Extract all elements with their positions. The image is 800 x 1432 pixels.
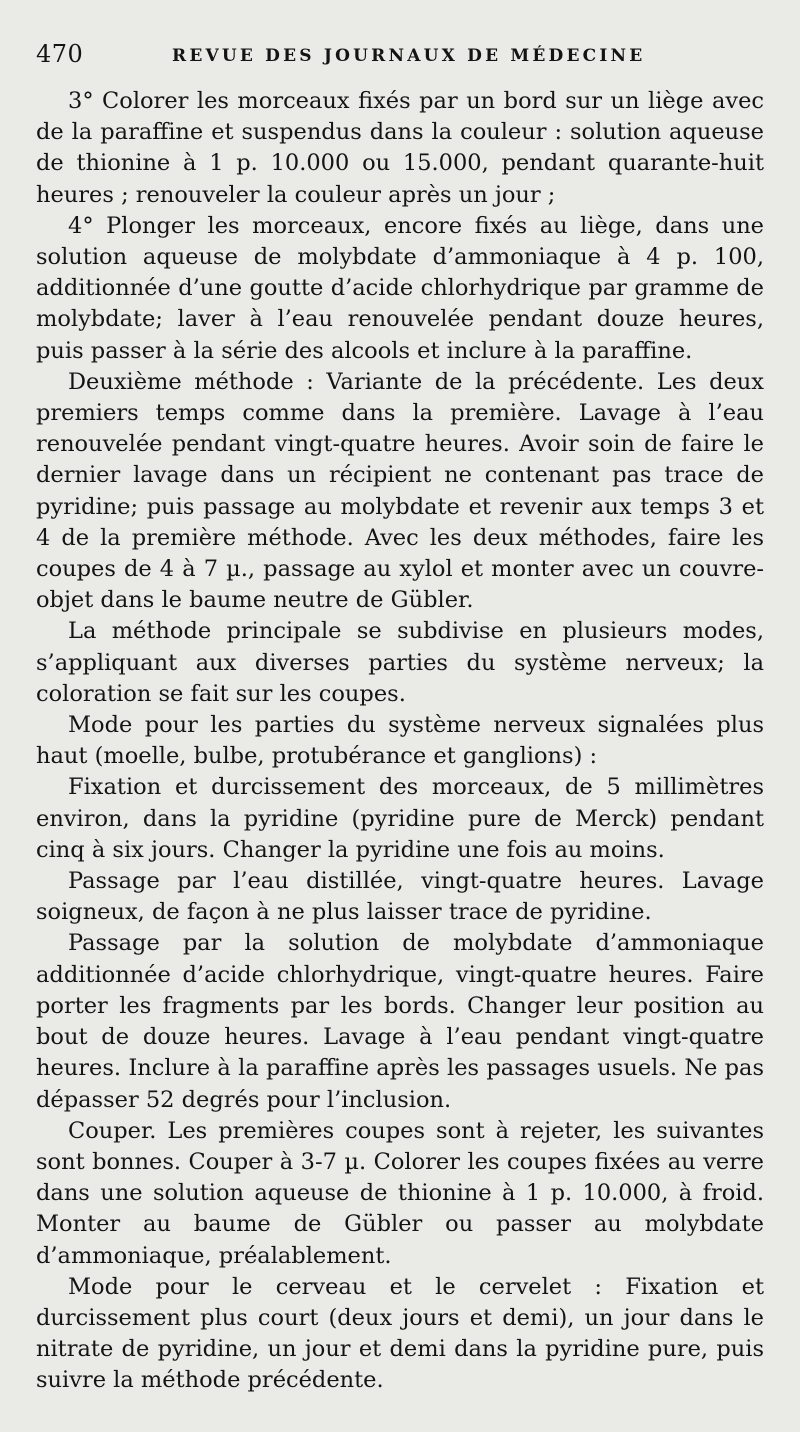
page-number: 470 [36, 40, 84, 68]
paragraph: Mode pour le cerveau et le cervelet : Fixation et durcissement plus court (deux jours et demi), un jour dans le nitrate de pyridine, un jour et demi dans la pyridine pure, puis suivre la méthode précédente. [36, 1273, 764, 1394]
paragraph: Passage par la solution de molybdate d’ammoniaque additionnée d’acide chlorhydrique, vingt-quatre heures. Faire porter les fragments par les bords. Changer leur position au bout de douze heures. Lavage à l’eau pendant vingt-quatre heures. Inclure à la paraffine après les passages usuels. Ne pas dépasser 52 degrés pour l’inclusion. [36, 930, 764, 1113]
paragraph: Couper. Les premières coupes sont à rejeter, les suivantes sont bonnes. Couper à 3-7 µ. Colorer les coupes fixées au verre dans une solution aqueuse de thionine à 1 p. 10.000, à froid. Monter au baume de Gübler ou passer au molybdate d’ammoniaque, préalablement. [36, 1117, 764, 1269]
paragraph: Mode pour les parties du système nerveux signalées plus haut (moelle, bulbe, protubérance et ganglions) : [36, 712, 764, 770]
page-header [36, 38, 766, 74]
running-head: REVUE DES JOURNAUX DE MÉDECINE [172, 46, 646, 66]
paragraph: Deuxième méthode : Variante de la précédente. Les deux premiers temps comme dans la première. Lavage à l’eau renouvelée pendant vingt-quatre heures. Avoir soin de faire le dernier lavage dans un récipient ne contenant pas trace de pyridine; puis passage au molybdate et revenir aux temps 3 et 4 de la première méthode. Avec les deux méthodes, faire les coupes de 4 à 7 µ., passage au xylol et monter avec un couvre-objet dans le baume neutre de Gübler. [36, 368, 764, 614]
paragraph: La méthode principale se subdivise en plusieurs modes, s’appliquant aux diverses parties du système nerveux; la coloration se fait sur les coupes. [36, 618, 764, 707]
page-body [36, 86, 764, 1397]
paragraph: 3° Colorer les morceaux fixés par un bord sur un liège avec de la paraffine et suspendus dans la couleur : solution aqueuse de thionine à 1 p. 10.000 ou 15.000, pendant quarante-huit heures ; renouveler la couleur après un jour ; [36, 88, 764, 208]
paragraph: Fixation et durcissement des morceaux, de 5 millimètres environ, dans la pyridine (pyridine pure de Merck) pendant cinq à six jours. Changer la pyridine une fois au moins. [36, 774, 764, 863]
paragraph: Passage par l’eau distillée, vingt-quatre heures. Lavage soigneux, de façon à ne plus laisser trace de pyridine. [36, 868, 764, 926]
paragraph: 4° Plonger les morceaux, encore fixés au liège, dans une solution aqueuse de molybdate d’ammoniaque à 4 p. 100, additionnée d’une goutte d’acide chlorhydrique par gramme de molybdate; laver à l’eau renouvelée pendant douze heures, puis passer à la série des alcools et inclure à la paraffine. [36, 212, 764, 364]
